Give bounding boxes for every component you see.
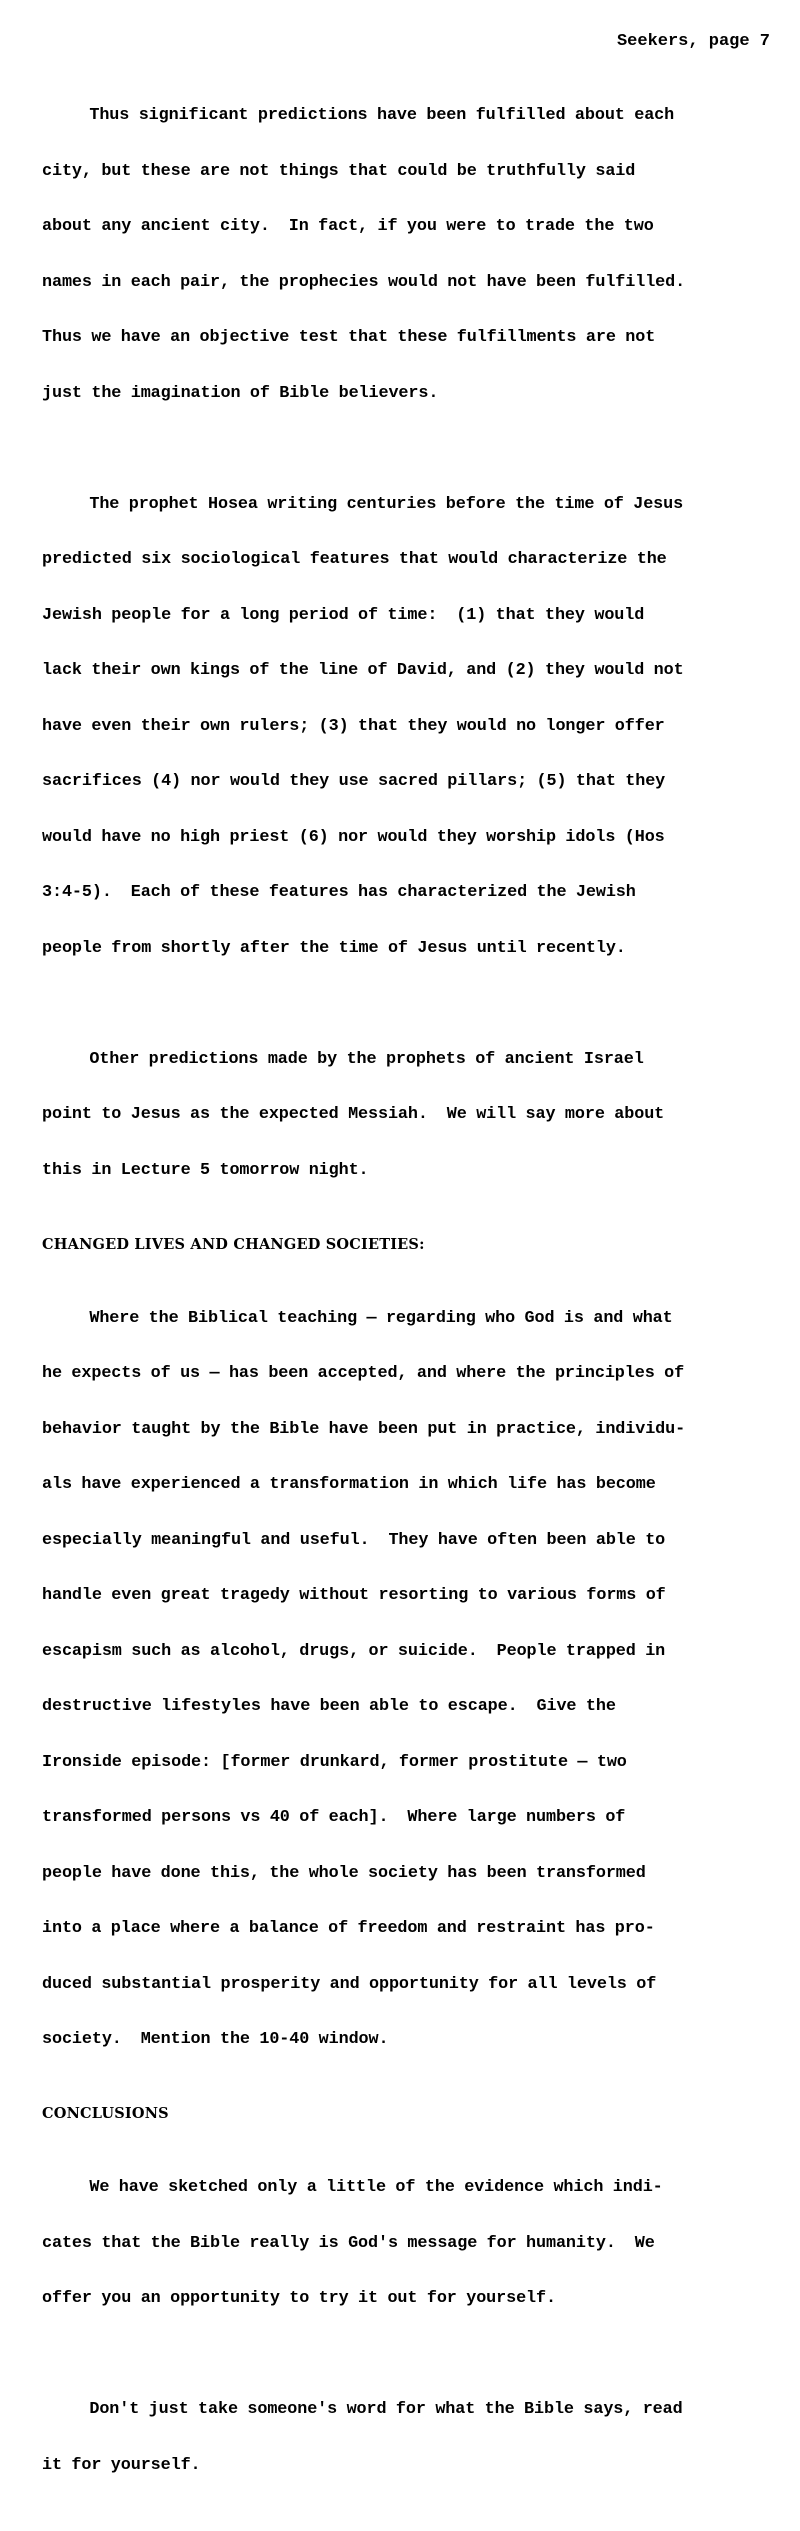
text-line: Don't just take someone's word for what the Bible says, read — [42, 2400, 683, 2419]
page-header: Seekers, page 7 — [616, 32, 770, 51]
text-line: We have sketched only a little of the evidence which indi- — [42, 2178, 663, 2197]
text-line: Thus significant predictions have been fulfilled about each — [42, 106, 675, 125]
text-line: predicted six sociological features that would characterize the — [42, 550, 667, 569]
text-line: city, but these are not things that could be truthfully said — [42, 161, 636, 181]
text-line: 3:4-5). Each of these features has characterized the Jewish — [42, 883, 636, 902]
text-line: about any ancient city. In fact, if you were to trade the two — [42, 217, 654, 236]
paragraph-hosea — [42, 459, 777, 996]
paragraph-read-yourself — [42, 2364, 777, 2512]
text-line: lack their own kings of the line of David, and (2) they would not — [42, 661, 684, 680]
text-line: it for yourself. — [42, 2455, 201, 2475]
text-line: society. Mention the 10-40 window. — [42, 2030, 389, 2049]
section-heading-conclusions: CONCLUSIONS — [42, 2105, 169, 2122]
paragraph-evidence — [42, 2142, 777, 2346]
text-line: duced substantial prosperity and opportunity for all levels of — [42, 1974, 657, 1994]
text-line: The prophet Hosea writing centuries before the time of Jesus — [42, 494, 684, 514]
text-line: Other predictions made by the prophets of ancient Israel — [42, 1049, 644, 1069]
text-line: als have experienced a transformation in which life has become — [42, 1475, 656, 1494]
text-line: have even their own rulers; (3) that they would no longer offer — [42, 716, 665, 736]
document-body — [42, 70, 777, 2531]
section-heading-changed-lives: CHANGED LIVES AND CHANGED SOCIETIES: — [42, 1235, 425, 1253]
text-line: transformed persons vs 40 of each]. Where large numbers of — [42, 1808, 626, 1827]
text-line: Where the Biblical teaching — regarding who God is and what — [42, 1308, 673, 1328]
text-line: escapism such as alcohol, drugs, or suicide. People trapped in — [42, 1641, 666, 1661]
text-line: Jewish people for a long period of time: (1) that they would — [42, 605, 645, 625]
text-line: destructive lifestyles have been able to escape. Give the — [42, 1697, 616, 1716]
text-line: behavior taught by the Bible have been put in practice, individu- — [42, 1419, 686, 1439]
paragraph-transformation — [42, 1273, 777, 2087]
text-line: this in Lecture 5 tomorrow night. — [42, 1160, 369, 1180]
text-line: handle even great tragedy without resorting to various forms of — [42, 1586, 666, 1605]
text-line: cates that the Bible really is God's message for humanity. We — [42, 2233, 655, 2253]
text-line: offer you an opportunity to try it out for yourself. — [42, 2289, 556, 2308]
text-line: people from shortly after the time of Jesus until recently. — [42, 938, 626, 958]
text-line: would have no high priest (6) nor would they worship idols (Hos — [42, 827, 665, 847]
text-line: he expects of us — has been accepted, and where the principles of — [42, 1364, 685, 1383]
text-line: Ironside episode: [former drunkard, former prostitute — two — [42, 1752, 627, 1772]
text-line: sacrifices (4) nor would they use sacred pillars; (5) that they — [42, 772, 666, 791]
text-line: Thus we have an objective test that these fulfillments are not — [42, 328, 656, 347]
paragraph-fulfilled-predictions — [42, 70, 777, 440]
text-line: names in each pair, the prophecies would not have been fulfilled. — [42, 272, 686, 292]
text-line: especially meaningful and useful. They have often been able to — [42, 1530, 666, 1550]
text-line: point to Jesus as the expected Messiah. We will say more about — [42, 1105, 665, 1124]
paragraph-messiah — [42, 1014, 777, 1218]
text-line: people have done this, the whole society has been transformed — [42, 1863, 646, 1883]
text-line: just the imagination of Bible believers. — [42, 383, 439, 403]
text-line: into a place where a balance of freedom and restraint has pro- — [42, 1919, 655, 1938]
